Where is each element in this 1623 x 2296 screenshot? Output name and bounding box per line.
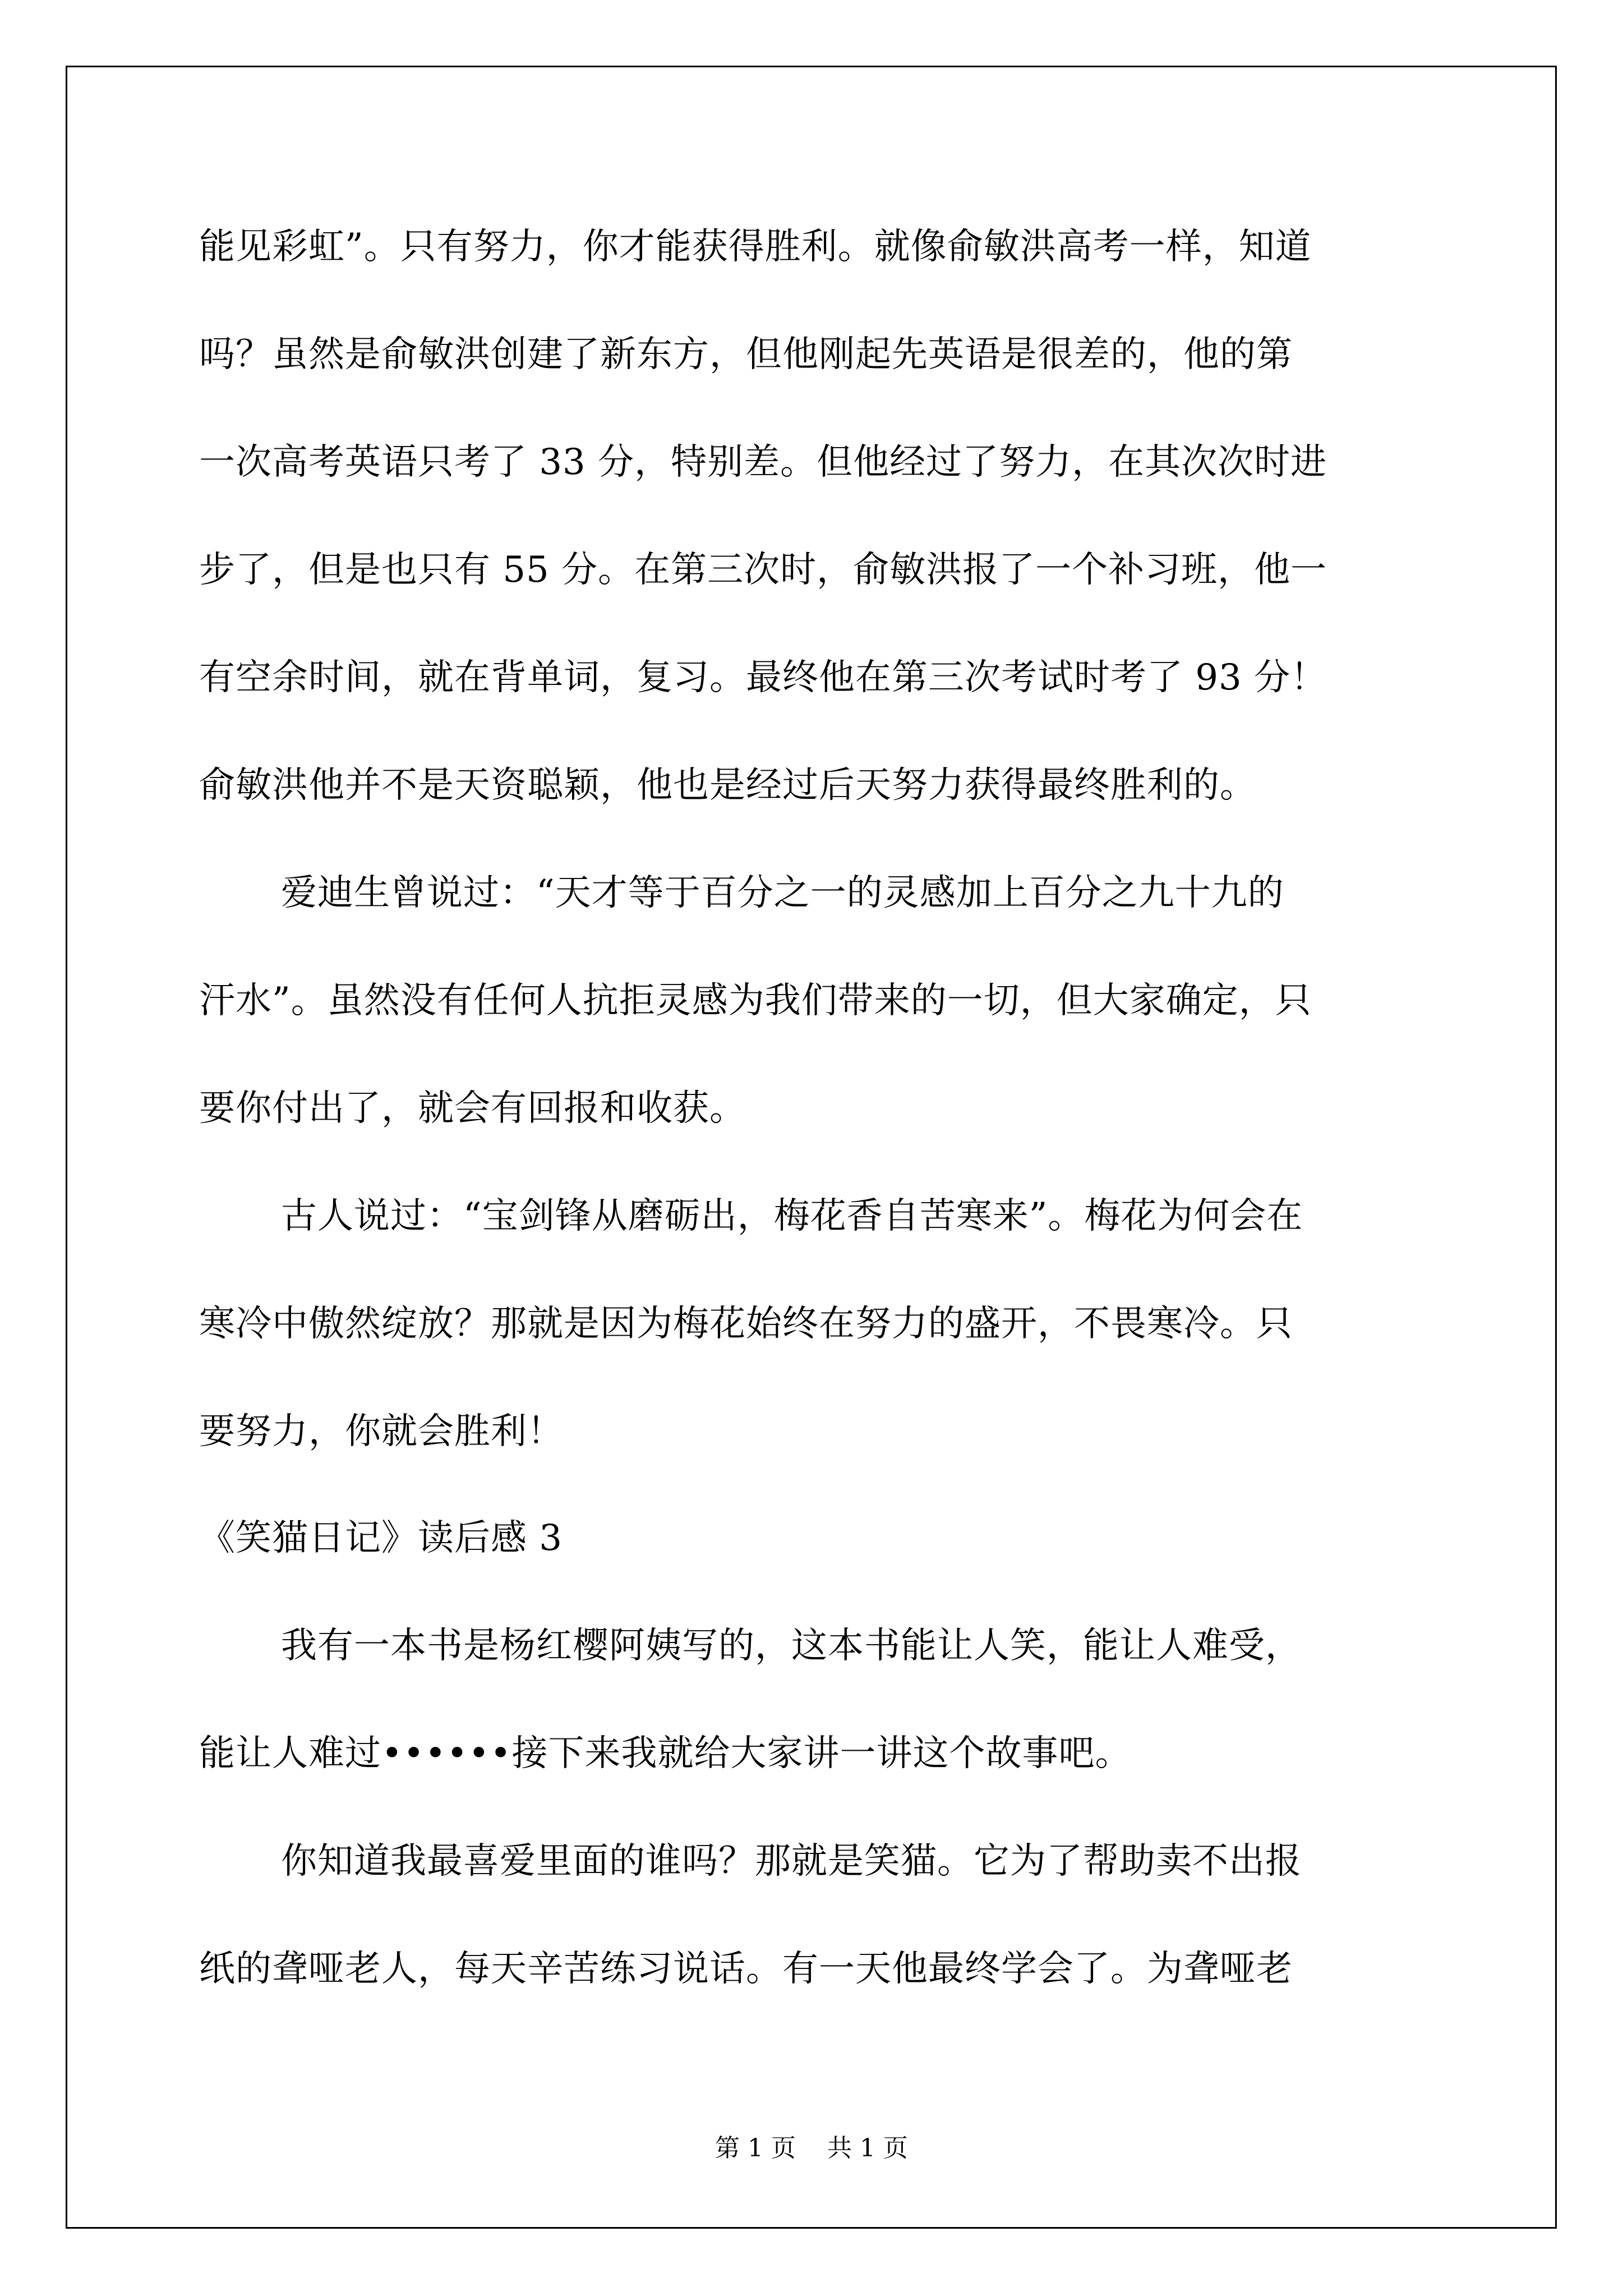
page-footer: 第 1 页 共 1 页 — [715, 2134, 908, 2162]
page-border — [66, 66, 1557, 2229]
text-line: 步了，但是也只有 55 分。在第三次时，俞敏洪报了一个补习班，他一 — [199, 549, 1327, 591]
text-line: 你知道我最喜爱里面的谁吗？那就是笑猫。它为了帮助卖不出报 — [281, 1841, 1302, 1882]
text-line: 有空余时间，就在背单词，复习。最终他在第三次考试时考了 93 分！ — [199, 657, 1327, 698]
text-line: 古人说过：“宝剑锋从磨砺出，梅花香自苦寒来”。梅花为何会在 — [281, 1195, 1303, 1237]
text-line: 吗？虽然是俞敏洪创建了新东方，但他刚起先英语是很差的，他的第 — [199, 334, 1293, 375]
text-line: 爱迪生曾说过：“天才等于百分之一的灵感加上百分之九十九的 — [281, 872, 1284, 914]
text-line: 俞敏洪他并不是天资聪颖，他也是经过后天努力获得最终胜利的。 — [199, 765, 1256, 806]
text-line: 一次高考英语只考了 33 分，特别差。但他经过了努力，在其次次时进 — [199, 441, 1327, 483]
text-line: 能让人难过••••••接下来我就给大家讲一讲这个故事吧。 — [199, 1733, 1132, 1774]
text-line: 要你付出了，就会有回报和收获。 — [199, 1088, 746, 1129]
text-line: 能见彩虹”。只有努力，你才能获得胜利。就像俞敏洪高考一样，知道 — [199, 226, 1312, 268]
text-line: 纸的聋哑老人，每天辛苦练习说话。有一天他最终学会了。为聋哑老 — [199, 1948, 1293, 1990]
section-heading: 《笑猫日记》读后感 3 — [199, 1517, 563, 1559]
text-line: 要努力，你就会胜利！ — [199, 1411, 564, 1452]
text-line: 寒冷中傲然绽放？那就是因为梅花始终在努力的盛开，不畏寒冷。只 — [199, 1303, 1293, 1345]
text-line: 我有一本书是杨红樱阿姨写的，这本书能让人笑，能让人难受， — [281, 1625, 1302, 1667]
text-line: 汗水”。虽然没有任何人抗拒灵感为我们带来的一切，但大家确定，只 — [199, 980, 1312, 1022]
